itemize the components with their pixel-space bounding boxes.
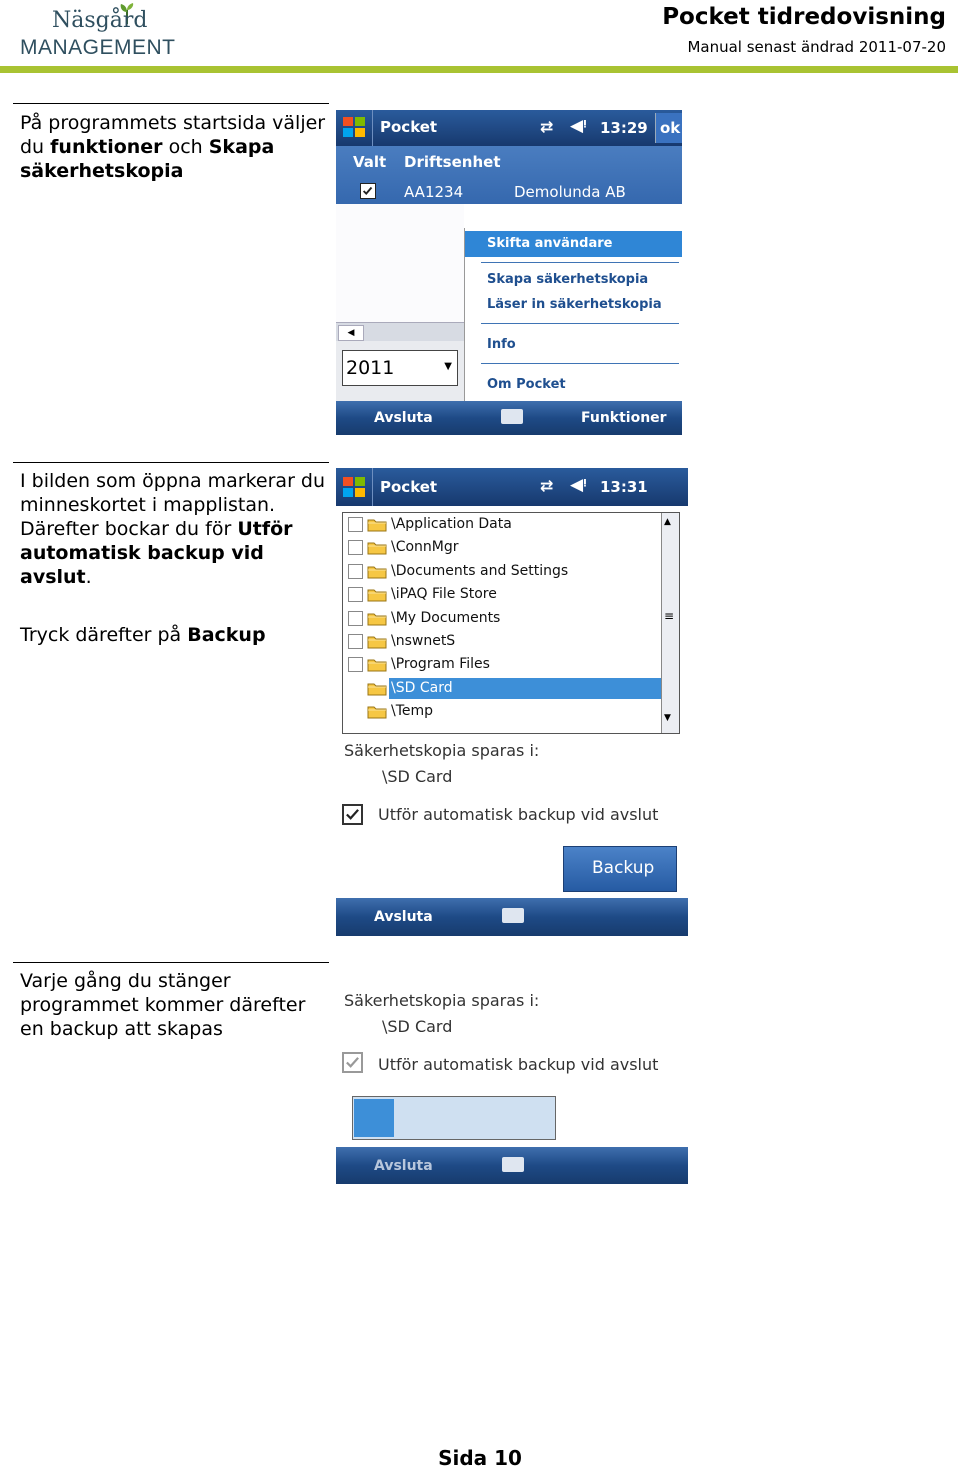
save-location-label: Säkerhetskopia sparas i: xyxy=(344,741,540,760)
keyboard-icon[interactable] xyxy=(502,908,524,923)
instruction-text-3: Tryck därefter på Backup xyxy=(20,624,266,646)
folder-row[interactable] xyxy=(343,583,661,606)
clock: 13:31 xyxy=(600,478,648,496)
connectivity-icon: ⇄ xyxy=(540,117,554,136)
auto-backup-label: Utför automatisk backup vid avslut xyxy=(378,805,659,824)
column-valt: Valt xyxy=(353,153,387,171)
menu-item-skapa[interactable]: Skapa säkerhetskopia xyxy=(487,272,649,287)
table-header xyxy=(336,146,682,204)
backup-button[interactable]: Backup xyxy=(563,846,677,892)
menu-item-skifta[interactable]: Skifta användare xyxy=(465,231,682,257)
column-driftsenhet: Driftsenhet xyxy=(404,153,501,171)
header-divider xyxy=(0,66,958,73)
auto-backup-checkbox[interactable] xyxy=(342,804,363,825)
folder-name: \Temp xyxy=(391,703,434,720)
folder-icon xyxy=(367,564,387,579)
menu-item-laser-in[interactable]: Läser in säkerhetskopia xyxy=(487,297,662,312)
softkey-funktioner[interactable]: Funktioner xyxy=(581,410,667,426)
scroll-left-icon[interactable]: ◀ xyxy=(338,325,364,341)
scroll-down-icon[interactable]: ▼ xyxy=(664,713,671,723)
windows-start-icon[interactable] xyxy=(341,475,367,499)
folder-checkbox[interactable] xyxy=(348,587,363,602)
folder-name: \nswnetS xyxy=(391,633,456,649)
softkey-bar xyxy=(336,898,688,936)
menu-item-info[interactable]: Info xyxy=(487,337,516,352)
backup-progress-bar xyxy=(352,1096,556,1140)
softkey-bar xyxy=(336,1147,688,1184)
folder-icon xyxy=(367,517,387,532)
folder-checkbox[interactable] xyxy=(348,517,363,532)
folder-icon xyxy=(367,681,387,696)
instruction-text-1: På programmets startsida väljer du funktioner och Skapa säkerhetskopia xyxy=(20,112,326,182)
folder-list xyxy=(342,512,680,734)
chevron-down-icon: ▼ xyxy=(444,361,452,372)
screenshot-start-page xyxy=(336,110,682,435)
folder-name: \ConnMgr xyxy=(391,539,459,556)
folder-row[interactable] xyxy=(343,536,661,559)
folder-row[interactable] xyxy=(343,700,661,723)
menu-item-om-pocket[interactable]: Om Pocket xyxy=(487,377,566,392)
row-code: AA1234 xyxy=(404,183,464,201)
volume-icon: ◀ᵎ xyxy=(570,475,587,495)
logo-text-top: Näsgård xyxy=(52,8,148,33)
logo-text-bottom: MANAGEMENT xyxy=(20,36,176,59)
progress-fill xyxy=(354,1099,394,1137)
row-checkbox[interactable] xyxy=(360,183,376,199)
year-select[interactable]: 2011 ▼ xyxy=(342,350,458,386)
folder-name: \SD Card xyxy=(391,679,453,696)
save-location-label: Säkerhetskopia sparas i: xyxy=(344,991,540,1010)
folder-checkbox[interactable] xyxy=(348,564,363,579)
functions-menu xyxy=(464,228,682,408)
folder-row[interactable] xyxy=(343,677,661,700)
folder-icon xyxy=(367,704,387,719)
save-location-path: \SD Card xyxy=(382,1017,453,1036)
softkey-avsluta[interactable]: Avsluta xyxy=(374,909,433,925)
folder-checkbox[interactable] xyxy=(348,540,363,555)
folder-name: \Application Data xyxy=(391,516,512,532)
folder-name: \iPAQ File Store xyxy=(391,586,497,603)
scroll-thumb[interactable]: ≡ xyxy=(664,609,675,623)
folder-name: \Program Files xyxy=(391,656,490,673)
title-bar xyxy=(336,468,688,506)
app-title: Pocket xyxy=(380,118,438,136)
title-bar xyxy=(336,110,682,146)
volume-icon: ◀ᵎ xyxy=(570,116,587,136)
save-location-path: \SD Card xyxy=(382,767,453,786)
screenshot-backup-progress xyxy=(336,982,688,1184)
folder-icon xyxy=(367,634,387,649)
folder-row[interactable] xyxy=(343,653,661,676)
instruction-text-2: I bilden som öppna markerar du minneskortet i mapplistan. Därefter bockar du för Utför automatisk backup vid avslut. xyxy=(20,470,326,588)
softkey-avsluta[interactable]: Avsluta xyxy=(374,410,433,426)
document-title: Pocket tidredovisning xyxy=(662,4,946,30)
section-divider xyxy=(13,103,329,104)
horizontal-scrollbar[interactable] xyxy=(336,322,464,341)
ok-button[interactable]: ok xyxy=(655,113,682,143)
folder-row[interactable] xyxy=(343,560,661,583)
auto-backup-checkbox xyxy=(342,1052,363,1073)
instruction-text-4: Varje gång du stänger programmet kommer därefter en backup att skapas xyxy=(20,970,306,1040)
folder-row[interactable] xyxy=(343,607,661,630)
folder-icon xyxy=(367,611,387,626)
folder-name: \Documents and Settings xyxy=(391,562,569,579)
softkey-avsluta: Avsluta xyxy=(374,1158,433,1174)
folder-checkbox[interactable] xyxy=(348,611,363,626)
section-divider xyxy=(13,962,329,963)
folder-checkbox[interactable] xyxy=(348,634,363,649)
connectivity-icon: ⇄ xyxy=(540,476,554,495)
section-divider xyxy=(13,462,329,463)
page-number: Sida 10 xyxy=(438,1446,522,1470)
row-name: Demolunda AB xyxy=(514,183,626,201)
screenshot-backup-dialog xyxy=(336,468,688,936)
scroll-up-icon[interactable]: ▲ xyxy=(664,517,671,527)
windows-start-icon[interactable] xyxy=(341,115,367,139)
document-subtitle: Manual senast ändrad 2011-07-20 xyxy=(687,38,946,56)
softkey-bar xyxy=(336,401,682,435)
folder-icon xyxy=(367,587,387,602)
keyboard-icon[interactable] xyxy=(501,409,523,424)
app-title: Pocket xyxy=(380,478,438,496)
keyboard-icon[interactable] xyxy=(502,1157,524,1172)
auto-backup-label: Utför automatisk backup vid avslut xyxy=(378,1055,659,1074)
folder-icon xyxy=(367,657,387,672)
clock: 13:29 xyxy=(600,119,648,137)
folder-row[interactable] xyxy=(343,630,661,653)
folder-name: \My Documents xyxy=(391,609,501,626)
vertical-scrollbar[interactable] xyxy=(661,513,679,733)
folder-row[interactable] xyxy=(343,513,661,536)
folder-icon xyxy=(367,540,387,555)
folder-checkbox[interactable] xyxy=(348,657,363,672)
